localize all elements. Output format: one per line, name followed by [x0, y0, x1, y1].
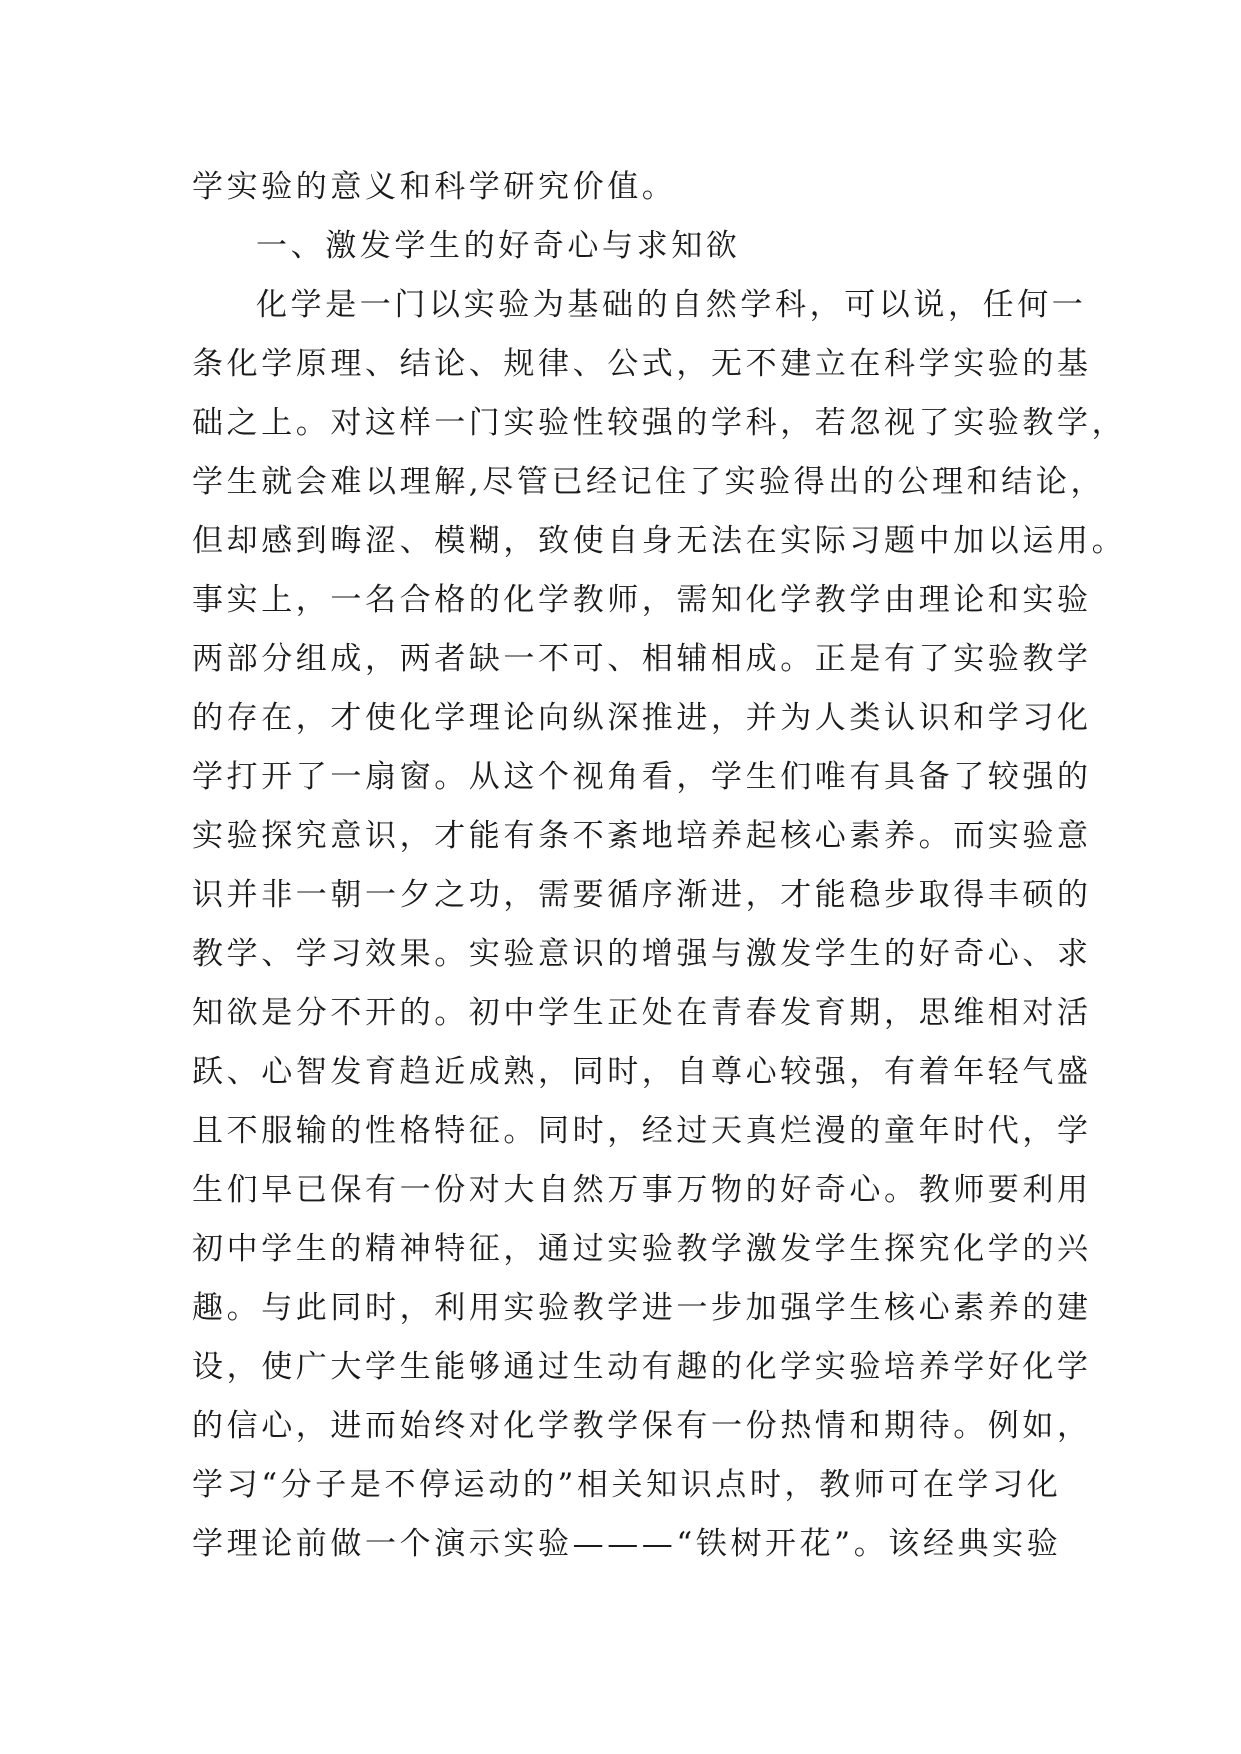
paragraph-line: 设，使广大学生能够通过生动有趣的化学实验培养学好化学 — [192, 1349, 1092, 1385]
paragraph-line: 但却感到晦涩、模糊，致使自身无法在实际习题中加以运用。 — [192, 523, 1127, 559]
paragraph-line: 条化学原理、结论、规律、公式，无不建立在科学实验的基 — [192, 346, 1092, 382]
paragraph-line: 跃、心智发育趋近成熟，同时，自尊心较强，有着年轻气盛 — [192, 1054, 1092, 1090]
paragraph-line: 事实上，一名合格的化学教师，需知化学教学由理论和实验 — [192, 582, 1092, 618]
body-text — [192, 158, 1127, 1574]
paragraph-line: 的信心，进而始终对化学教学保有一份热情和期待。例如， — [192, 1408, 1092, 1444]
paragraph-line: 教学、学习效果。实验意识的增强与激发学生的好奇心、求 — [192, 936, 1092, 972]
paragraph-line: 础之上。对这样一门实验性较强的学科，若忽视了实验教学， — [192, 405, 1127, 441]
paragraph-line: 且不服输的性格特征。同时，经过天真烂漫的童年时代，学 — [192, 1113, 1092, 1149]
section-heading: 一、激发学生的好奇心与求知欲 — [256, 228, 741, 264]
paragraph-line: 实验探究意识，才能有条不紊地培养起核心素养。而实验意 — [192, 818, 1092, 854]
paragraph-line: 生们早已保有一份对大自然万事万物的好奇心。教师要利用 — [192, 1172, 1092, 1208]
paragraph-line: 学理论前做一个演示实验———“铁树开花”。该经典实验 — [192, 1526, 1062, 1562]
paragraph-continuation-line: 学实验的意义和科学研究价值。 — [192, 169, 677, 205]
paragraph-line: 学打开了一扇窗。从这个视角看，学生们唯有具备了较强的 — [192, 759, 1092, 795]
paragraph-line: 初中学生的精神特征，通过实验教学激发学生探究化学的兴 — [192, 1231, 1092, 1267]
paragraph-line: 识并非一朝一夕之功，需要循序渐进，才能稳步取得丰硕的 — [192, 877, 1092, 913]
paragraph-line: 趣。与此同时，利用实验教学进一步加强学生核心素养的建 — [192, 1290, 1092, 1326]
paragraph-line: 两部分组成，两者缺一不可、相辅相成。正是有了实验教学 — [192, 641, 1092, 677]
paragraph-line: 学习“分子是不停运动的”相关知识点时，教师可在学习化 — [192, 1467, 1062, 1503]
paragraph-first-line: 化学是一门以实验为基础的自然学科，可以说，任何一 — [256, 287, 1087, 323]
paragraph-line: 知欲是分不开的。初中学生正处在青春发育期，思维相对活 — [192, 995, 1092, 1031]
paragraph-line: 的存在，才使化学理论向纵深推进，并为人类认识和学习化 — [192, 700, 1092, 736]
paragraph-line: 学生就会难以理解,尽管已经记住了实验得出的公理和结论， — [192, 464, 1106, 500]
